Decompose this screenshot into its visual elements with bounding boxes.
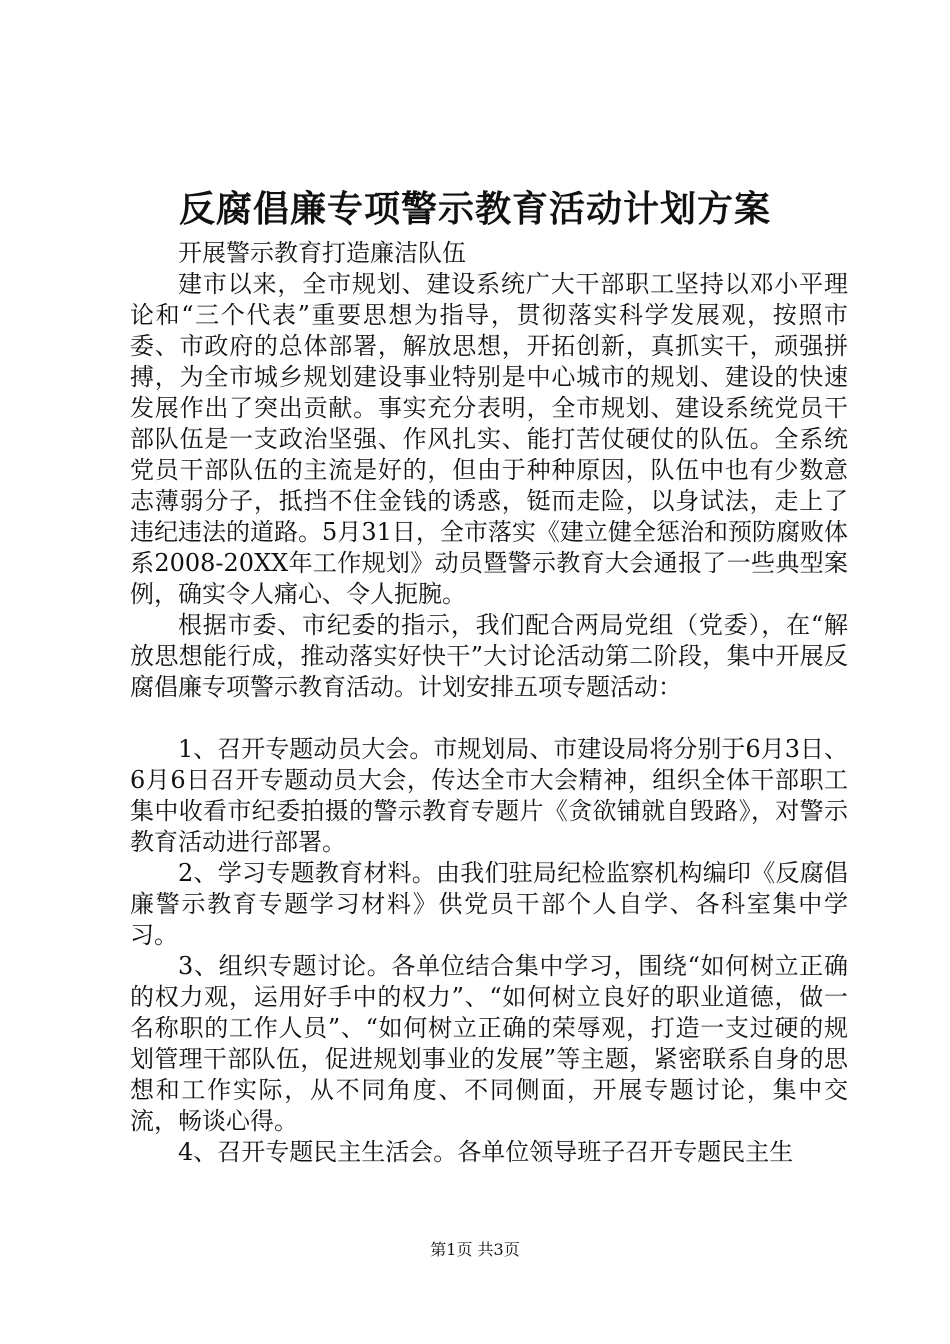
- body-paragraph-intro: 建市以来，全市规划、建设系统广大干部职工坚持以邓小平理论和“三个代表”重要思想为指导，贯彻落实科学发展观，按照市委、市政府的总体部署，解放思想，开拓创新，真抓实干，顽强拼搏，为全市城乡规划建设事业特别是中心城市的规划、建设的快速发展作出了突出贡献。事实充分表明，全市规划、建设系统党员干部队伍是一支政治坚强、作风扎实、能打苦仗硬仗的队伍。全系统党员干部队伍的主流是好的，但由于种种原因，队伍中也有少数意志薄弱分子，抵挡不住金钱的诱惑，铤而走险，以身试法，走上了违纪违法的道路。5月31日，全市落实《建立健全惩治和预防腐败体系2008-20XX年工作规划》动员暨警示教育大会通报了一些典型案例，确实令人痛心、令人扼腕。: [130, 270, 848, 608]
- document-body: [130, 238, 848, 1168]
- activity-item-4: 4、召开专题民主生活会。各单位领导班子召开专题民主生: [178, 1138, 794, 1166]
- activity-item-3: 3、组织专题讨论。各单位结合集中学习，围绕“如何树立正确的权力观，运用好手中的权力”、“如何树立良好的职业道德，做一名称职的工作人员”、“如何树立正确的荣辱观，打造一支过硬的规划管理干部队伍，促进规划事业的发展”等主题，紧密联系自身的思想和工作实际，从不同角度、不同侧面，开展专题讨论，集中交流，畅谈心得。: [130, 952, 848, 1135]
- page-indicator: 第1页 共3页: [430, 1240, 520, 1259]
- subheading-paragraph: 开展警示教育打造廉洁队伍: [178, 239, 466, 267]
- activity-item-1: 1、召开专题动员大会。市规划局、市建设局将分别于6月3日、6月6日召开专题动员大会，传达全市大会精神，组织全体干部职工集中收看市纪委拍摄的警示教育专题片《贪欲铺就自毁路》，对警示教育活动进行部署。: [130, 735, 848, 856]
- document-title: 反腐倡廉专项警示教育活动计划方案: [178, 188, 771, 230]
- body-paragraph-plan: 根据市委、市纪委的指示，我们配合两局党组（党委），在“解放思想能行成，推动落实好快干”大讨论活动第二阶段，集中开展反腐倡廉专项警示教育活动。计划安排五项专题活动：: [130, 611, 848, 701]
- activity-item-2: 2、学习专题教育材料。由我们驻局纪检监察机构编印《反腐倡廉警示教育专题学习材料》供党员干部个人自学、各科室集中学习。: [130, 859, 848, 949]
